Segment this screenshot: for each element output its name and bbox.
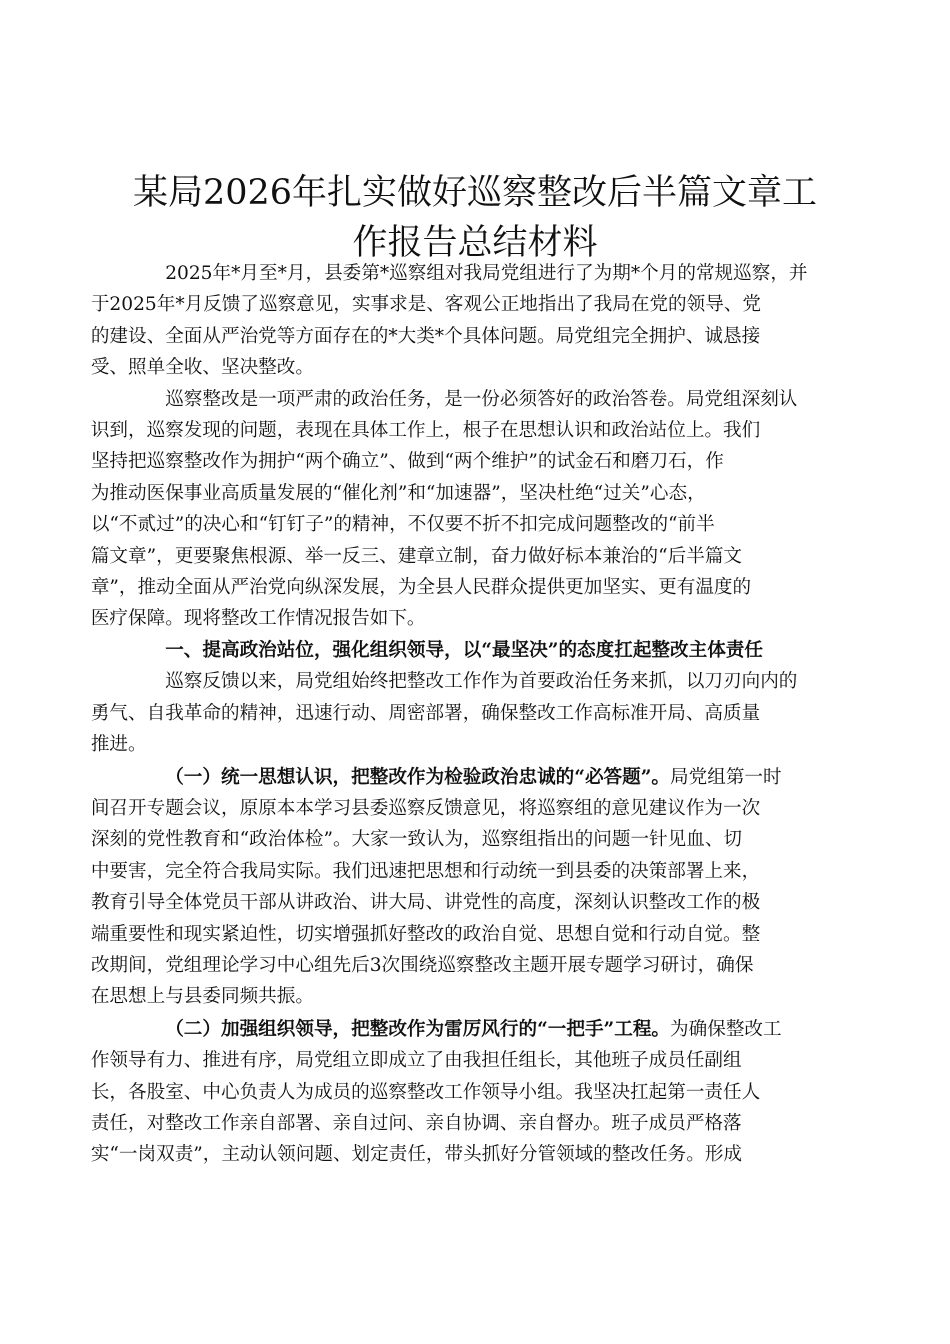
paragraph-section1-intro	[90, 666, 833, 760]
text-line: 识到，巡察发现的问题，表现在具体工作上，根子在思想认识和政治站位上。我们	[90, 420, 761, 442]
text-line	[128, 1014, 833, 1045]
title-line-1: 某局2026年扎实做好巡察整改后半篇文章工	[132, 173, 818, 213]
text-line: 间召开专题会议，原原本本学习县委巡察反馈意见，将巡察组的意见建议作为一次	[90, 797, 761, 819]
subsection-heading-2: （二）加强组织领导，把整改作为雷厉风行的“一把手”工程。	[165, 1018, 671, 1040]
text-line: 中要害，完全符合我局实际。我们迅速把思想和行动统一到县委的决策部署上来，	[90, 860, 761, 882]
paragraph-subsection-2	[90, 1014, 833, 1171]
text-line: 深刻的党性教育和“政治体检”。大家一致认为，巡察组指出的问题一针见血、切	[90, 829, 743, 851]
document-body	[90, 258, 833, 1171]
paragraph-purpose	[90, 384, 833, 635]
subsection-text: 为确保整改工	[670, 1018, 782, 1040]
subsection-text: 局党组第一时	[670, 766, 782, 788]
text-line: 坚持把巡察整改作为拥护“两个确立”、做到“两个维护”的试金石和磨刀石，作	[90, 451, 724, 473]
text-line: 勇气、自我革命的精神，迅速行动、周密部署，确保整改工作高标准开局、高质量	[90, 702, 761, 724]
text-line: 的建设、全面从严治党等方面存在的*大类*个具体问题。局党组完全拥护、诚恳接	[90, 325, 761, 347]
text-line: 篇文章”，更要聚焦根源、举一反三、建章立制，奋力做好标本兼治的“后半篇文	[90, 545, 743, 567]
text-line: 在思想上与县委同频共振。	[90, 986, 314, 1008]
text-line: 作领导有力、推进有序，局党组立即成立了由我担任组长，其他班子成员任副组	[90, 1050, 742, 1072]
text-line: 2025年*月至*月，县委第*巡察组对我局党组进行了为期*个月的常规巡察，并	[165, 263, 808, 284]
text-line: 长，各股室、中心负责人为成员的巡察整改工作领导小组。我坚决扛起第一责任人	[90, 1081, 761, 1103]
text-line: 巡察反馈以来，局党组始终把整改工作作为首要政治任务来抓，以刀刃向内的	[165, 671, 798, 693]
text-line: 改期间，党组理论学习中心组先后3次围绕巡察整改主题开展专题学习研讨，确保	[90, 954, 754, 976]
text-line: 医疗保障。现将整改工作情况报告如下。	[90, 608, 426, 630]
heading-text: 一、提高政治站位，强化组织领导，以“最坚决”的态度扛起整改主体责任	[165, 639, 763, 661]
text-line: 实“一岗双责”，主动认领问题、划定责任，带头抓好分管领域的整改任务。形成	[90, 1144, 743, 1166]
paragraph-subsection-1	[90, 762, 833, 1013]
document-title	[110, 168, 840, 268]
text-line: 以“不贰过”的决心和“钉钉子”的精神，不仅要不折不扣完成问题整改的“前半	[90, 514, 715, 536]
text-line: 于2025年*月反馈了巡察意见，实事求是、客观公正地指出了我局在党的领导、党	[90, 294, 762, 316]
text-line: 为推动医保事业高质量发展的“催化剂”和“加速器”，坚决杜绝“过关”心态，	[90, 482, 706, 504]
title-line-2: 作报告总结材料	[352, 223, 598, 263]
text-line: 推进。	[90, 734, 147, 756]
subsection-heading-1: （一）统一思想认识，把整改作为检验政治忠诚的“必答题”。	[165, 766, 671, 788]
text-line: 责任，对整改工作亲自部署、亲自过问、亲自协调、亲自督办。班子成员严格落	[90, 1112, 742, 1134]
text-line	[128, 762, 833, 793]
section-heading-1	[128, 635, 833, 666]
text-line: 章”，推动全面从严治党向纵深发展，为全县人民群众提供更加坚实、更有温度的	[90, 577, 752, 599]
paragraph-intro	[90, 258, 833, 384]
text-line: 巡察整改是一项严肃的政治任务，是一份必须答好的政治答卷。局党组深刻认	[165, 388, 798, 410]
text-line: 受、照单全收、坚决整改。	[90, 357, 314, 379]
text-line: 教育引导全体党员干部从讲政治、讲大局、讲党性的高度，深刻认识整改工作的极	[90, 892, 761, 914]
text-line: 端重要性和现实紧迫性，切实增强抓好整改的政治自觉、思想自觉和行动自觉。整	[90, 923, 761, 945]
